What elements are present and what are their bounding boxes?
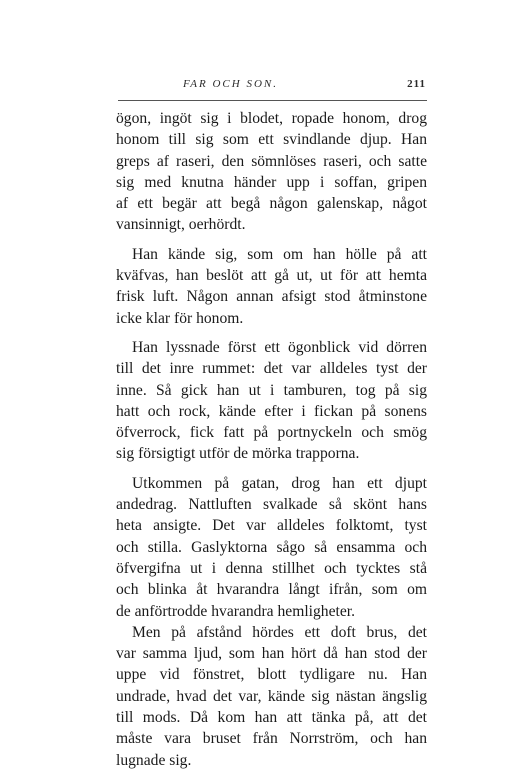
text-line: inne. Så gick han ut i tamburen, tog på sig: [116, 381, 427, 399]
text-line: vansinnigt, oerhördt.: [116, 216, 246, 234]
paragraph: [116, 473, 427, 622]
text-line: Utkommen på gatan, drog han ett djupt: [132, 474, 427, 492]
text-line: Men på afstånd hördes ett doft brus, det: [132, 623, 427, 641]
text-line: sig försigtigt utför de mörka trapporna.: [116, 445, 360, 463]
text-line: öfvergifna ut i denna stillhet och tycktes stå: [116, 559, 427, 577]
text-line: af ett begär att begå någon galenskap, något: [116, 195, 427, 213]
text-line: de anförtrodde hvarandra hemligheter.: [116, 602, 355, 620]
text-line: ögon, ingöt sig i blodet, ropade honom, drog: [116, 110, 427, 127]
text-line: hatt och rock, kände efter i fickan på sonens: [116, 402, 427, 420]
text-line: sig med knutna händer upp i soffan, gripen: [116, 173, 427, 191]
paragraph: [116, 622, 427, 771]
running-head-title: FAR OCH SON.: [183, 78, 278, 90]
text-line: uppe vid fönstret, blott tydligare nu. Han: [116, 666, 427, 684]
running-head: [118, 78, 426, 96]
text-line: och blinka åt hvarandra långt ifrån, som om: [116, 581, 427, 599]
paragraph: [116, 337, 427, 465]
text-line: till mods. Då kom han att tänka på, att det: [116, 709, 427, 727]
text-line: till det inre rummet: det var alldeles tyst der: [116, 360, 427, 378]
page-number: 211: [407, 78, 426, 90]
text-line: honom till sig som ett svindlande djup. Han: [116, 131, 427, 149]
text-line: Han lyssnade först ett ögonblick vid dörren: [132, 338, 427, 356]
text-line: öfverrock, fick fatt på portnyckeln och smög: [116, 424, 427, 442]
text-line: frisk luft. Någon annan afsigt stod åtminstone: [116, 288, 427, 306]
paragraph-gap: [116, 465, 427, 473]
text-line: Han kände sig, som om han hölle på att: [132, 245, 427, 263]
text-line: greps af raseri, den sömnlöses raseri, och satte: [116, 152, 427, 170]
paragraph-gap: [116, 236, 427, 244]
text-line: och stilla. Gaslyktorna sågo så ensamma och: [116, 538, 427, 556]
paragraph: [116, 244, 427, 329]
text-line: icke klar för honom.: [116, 309, 244, 327]
text-line: heta ansigte. Det var alldeles folktomt, tyst: [116, 517, 427, 535]
text-line: lugnade sig.: [116, 751, 192, 769]
text-line: måste vara bruset från Norrström, och han: [116, 730, 427, 748]
paragraph: [116, 108, 427, 236]
text-line: andedrag. Nattluften svalkade så skönt hans: [116, 496, 427, 514]
text-line: kväfvas, han beslöt att gå ut, ut för att hemta: [116, 267, 427, 285]
text-line: undrade, hvad det var, kände sig nästan ängslig: [116, 687, 427, 705]
body-text: [116, 108, 427, 771]
header-rule: [118, 100, 427, 101]
text-line: var samma ljud, som han hört då han stod der: [116, 645, 427, 663]
paragraph-gap: [116, 329, 427, 337]
